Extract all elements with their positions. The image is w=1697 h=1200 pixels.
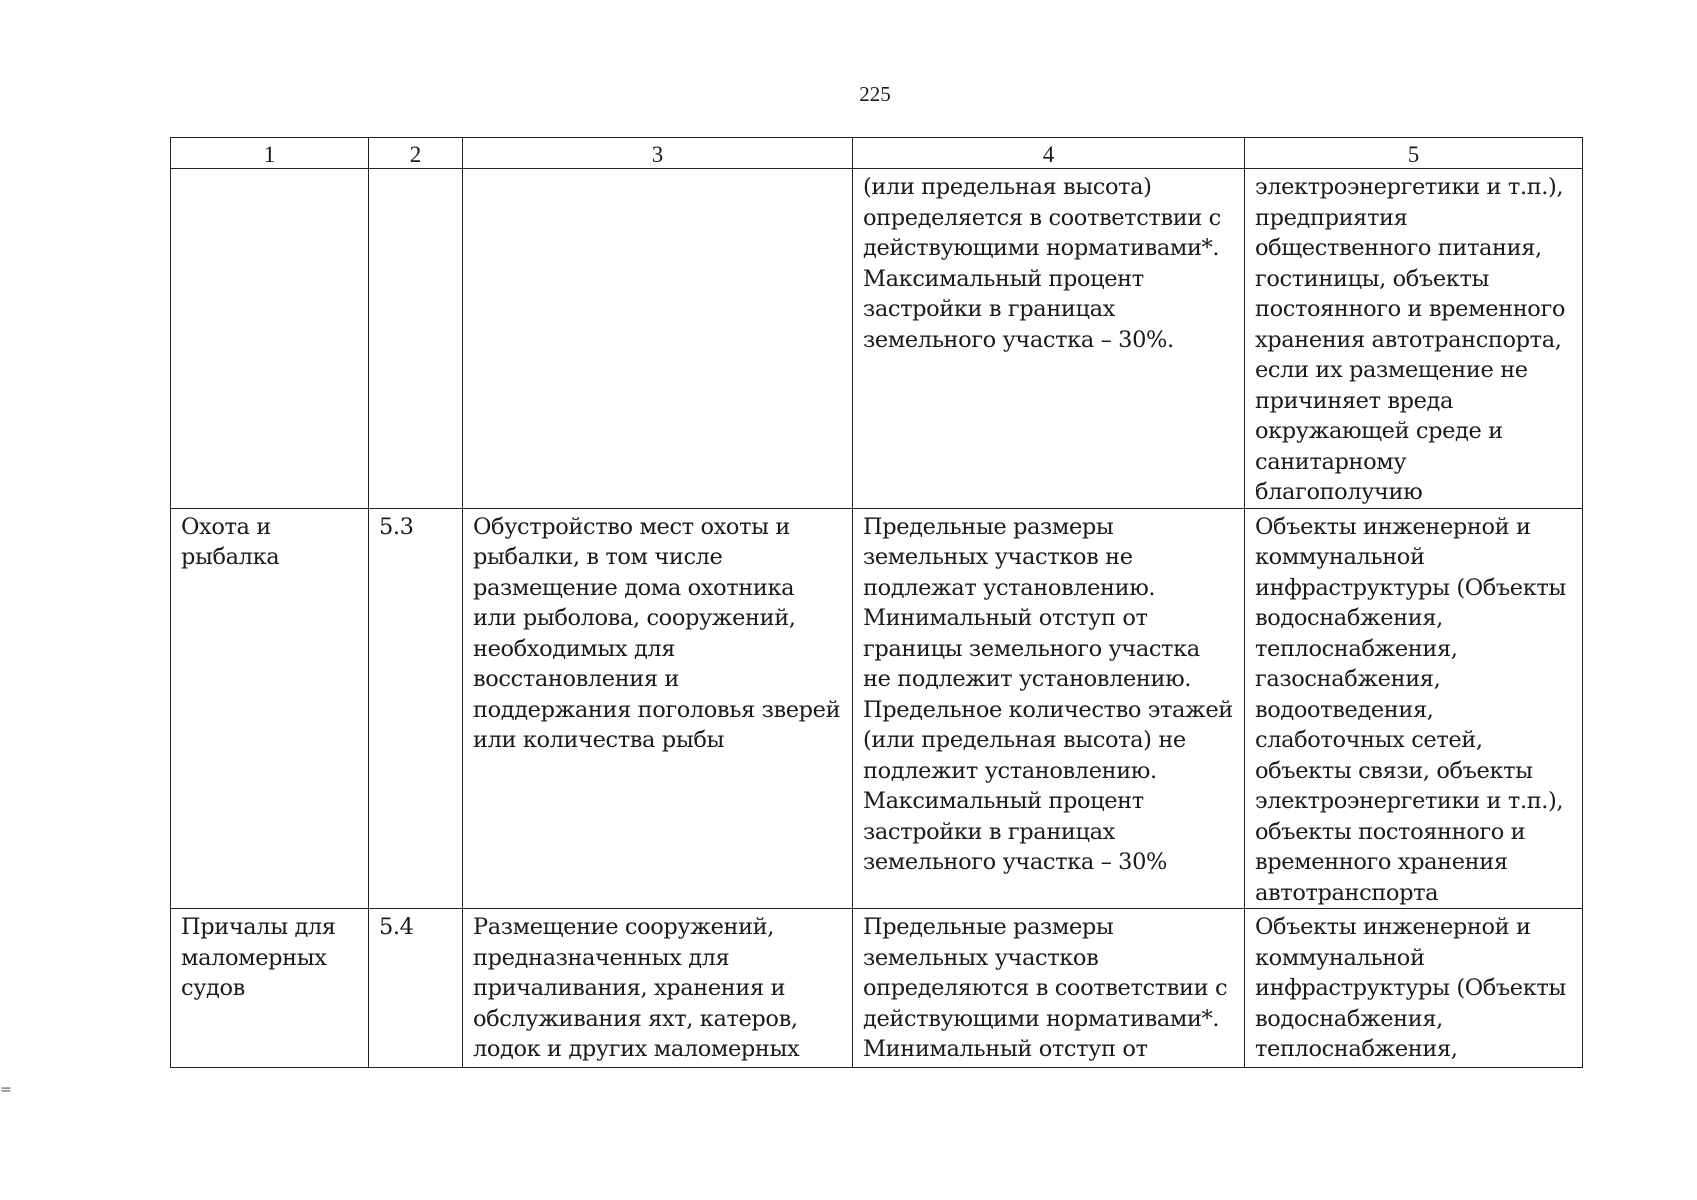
cell-auxiliary-uses: [1245, 909, 1583, 1068]
cell-use-parameters: [853, 169, 1245, 509]
table-row: [171, 169, 1583, 509]
auxiliary-uses-text: Объекты инженерной и коммунальной инфраструктуры (Объекты водоснабжения, теплоснабжения,: [1255, 914, 1566, 1062]
cell-use-description: [463, 508, 853, 909]
cell-use-code: [369, 169, 463, 509]
use-code-text: 5.3: [379, 513, 414, 540]
use-description-text: Размещение сооружений, предназначенных для причаливания, хранения и обслуживания яхт, катеров, лодок и других маломерных: [473, 914, 800, 1062]
cell-auxiliary-uses: [1245, 169, 1583, 509]
cell-auxiliary-uses: [1245, 508, 1583, 909]
column-header-5: 5: [1245, 138, 1583, 169]
table-row: [171, 909, 1583, 1068]
auxiliary-uses-text: электроэнергетики и т.п.), предприятия общественного питания, гостиницы, объекты постоянного и временного хранения автотранспорта, если их размещение не причиняет вреда окружающей среде и санитарному благополучию: [1255, 174, 1565, 505]
cell-use-name: [171, 169, 369, 509]
use-name-text: Причалы для маломерных судов: [181, 914, 336, 1001]
use-parameters-text: Предельные размеры земельных участков определяются в соответствии с действующими нормативами*. Минимальный отступ от: [863, 914, 1228, 1062]
margin-mark: =: [0, 1082, 12, 1098]
use-parameters-text: Предельные размеры земельных участков не подлежат установлению. Минимальный отступ от границы земельного участка не подлежит установлению. Предельное количество этажей (или предельная высота) не подлежит установлению. Максимальный процент застройки в границах земельного участка – 30%: [863, 513, 1233, 875]
table-body: [171, 169, 1583, 1068]
column-header-3: 3: [463, 138, 853, 169]
cell-use-description: [463, 169, 853, 509]
use-code-text: 5.4: [379, 914, 414, 940]
column-header-2: 2: [369, 138, 463, 169]
cell-use-name: [171, 909, 369, 1068]
table-header: [171, 138, 1583, 169]
use-name-text: Охота и рыбалка: [181, 513, 280, 570]
cell-use-parameters: [853, 508, 1245, 909]
land-use-table: [170, 137, 1583, 1068]
auxiliary-uses-text: Объекты инженерной и коммунальной инфраструктуры (Объекты водоснабжения, теплоснабжения, газоснабжения, водоотведения, слаботочных сетей, объекты связи, объекты электроэнергетики и т.п.), объекты постоянного и временного хранения автотранспорта: [1255, 513, 1566, 906]
column-header-4: 4: [853, 138, 1245, 169]
page-number: 225: [859, 82, 891, 106]
table-row: [171, 508, 1583, 909]
header-row: [171, 138, 1583, 169]
cell-use-code: [369, 909, 463, 1068]
cell-use-description: [463, 909, 853, 1068]
use-parameters-text: (или предельная высота) определяется в соответствии с действующими нормативами*. Максимальный процент застройки в границах земельного участка – 30%.: [863, 174, 1221, 353]
use-description-text: Обустройство мест охоты и рыбалки, в том числе размещение дома охотника или рыболова, сооружений, необходимых для восстановления и поддержания поголовья зверей или количества рыбы: [473, 513, 841, 753]
cell-use-code: [369, 508, 463, 909]
cell-use-parameters: [853, 909, 1245, 1068]
column-header-1: 1: [171, 138, 369, 169]
cell-use-name: [171, 508, 369, 909]
